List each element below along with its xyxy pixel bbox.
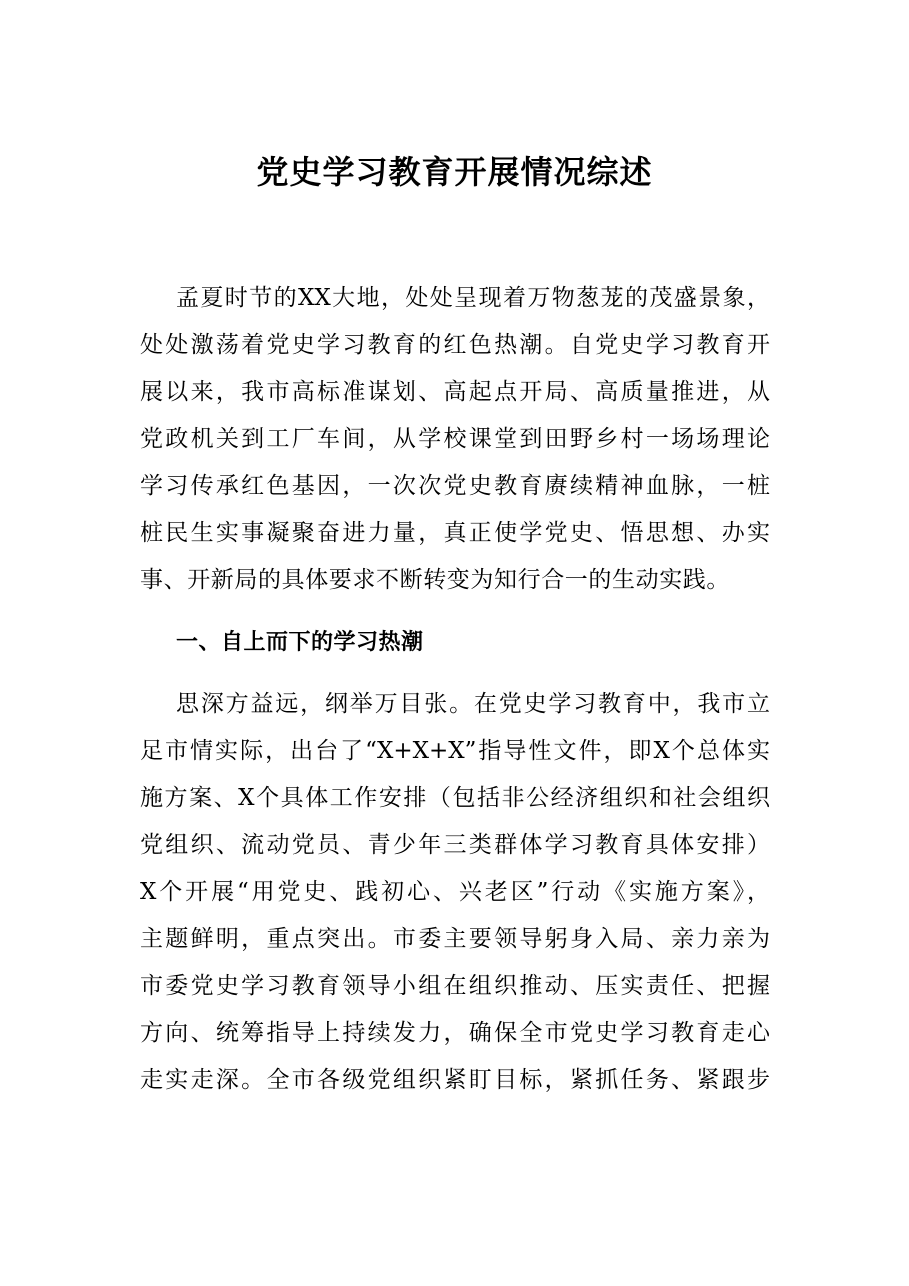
paragraph-line: 施方案、X个具体工作安排（包括非公经济组织和社会组织	[140, 785, 770, 811]
paragraph-line: X个开展“用党史、践初心、兴老区”行动《实施方案》，	[140, 879, 770, 905]
section-heading: 一、自上而下的学习热潮	[176, 630, 424, 655]
paragraph-line: 主题鲜明，重点突出。市委主要领导躬身入局、亲力亲为	[140, 926, 770, 952]
paragraph-line: 党组织、流动党员、青少年三类群体学习教育具体安排）	[140, 832, 770, 858]
document-title: 党史学习教育开展情况综述	[256, 153, 653, 191]
paragraph-line: 方向、统筹指导上持续发力，确保全市党史学习教育走心	[140, 1020, 770, 1046]
paragraph-line: 桩民生实事凝聚奋进力量，真正使学党史、悟思想、办实	[140, 520, 770, 546]
paragraph-line: 市委党史学习教育领导小组在组织推动、压实责任、把握	[140, 973, 770, 999]
paragraph-line: 党政机关到工厂车间，从学校课堂到田野乡村一场场理论	[140, 426, 770, 452]
paragraph-line: 思深方益远，纲举万目张。在党史学习教育中，我市立	[176, 691, 770, 717]
paragraph-line: 处处激荡着党史学习教育的红色热潮。自党史学习教育开	[140, 332, 770, 358]
paragraph-line: 事、开新局的具体要求不断转变为知行合一的生动实践。	[140, 567, 730, 593]
paragraph-line: 足市情实际，出台了“X+X+X”指导性文件，即X个总体实	[140, 738, 770, 764]
paragraph-line: 学习传承红色基因，一次次党史教育赓续精神血脉，一桩	[140, 473, 770, 499]
paragraph-line: 走实走深。全市各级党组织紧盯目标，紧抓任务、紧跟步	[140, 1067, 770, 1093]
paragraph-line: 孟夏时节的XX大地，处处呈现着万物葱茏的茂盛景象，	[176, 285, 770, 311]
paragraph-line: 展以来，我市高标准谋划、高起点开局、高质量推进，从	[140, 379, 770, 405]
